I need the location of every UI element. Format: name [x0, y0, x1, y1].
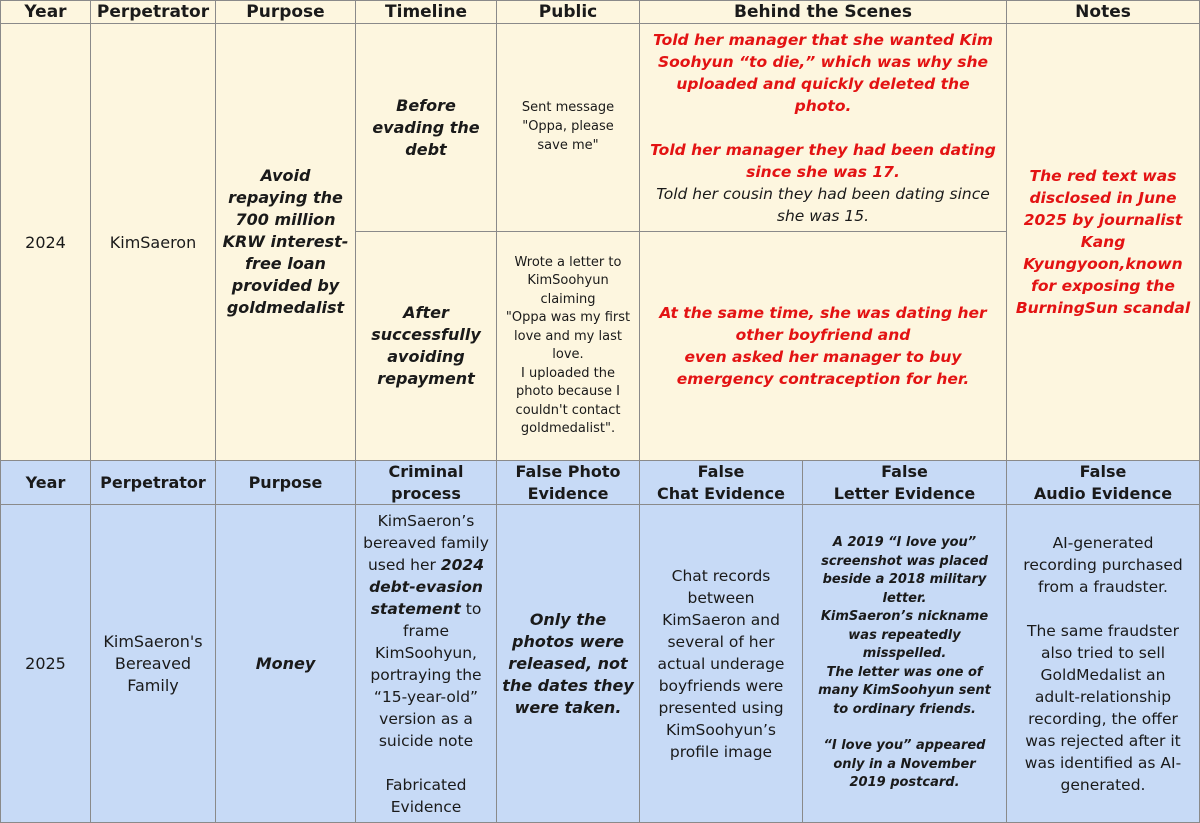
header-notes	[1007, 0, 1200, 24]
row-2025-perpetrator	[91, 505, 216, 823]
row-2024-year-text: 2024	[25, 232, 66, 252]
header-behind-label: Behind the Scenes	[734, 2, 912, 22]
header2-letter-label: False Letter Evidence	[833, 461, 976, 503]
row-2025-purpose-text: Money	[255, 654, 316, 673]
false-chat-text: Chat records between KimSaeron and several of her actual underage boyfriends were presented using KimSoohyun’s profile image	[657, 566, 785, 761]
header2-false-photo	[497, 461, 640, 505]
header-perpetrator	[91, 0, 216, 24]
row-2024-purpose	[216, 24, 356, 461]
row-2025-false-letter	[803, 505, 1007, 823]
behind-dating-since-17-text: Told her manager they had been dating since she was 17.	[650, 140, 996, 181]
public-before-text: Sent message "Oppa, please save me"	[521, 100, 615, 153]
row-2025-false-audio	[1007, 505, 1200, 823]
behind-dating-since-15-text: Told her cousin they had been dating since she was 15.	[656, 184, 990, 225]
behind-wanted-to-die-text: Told her manager that she wanted Kim Soohyun “to die,” which was why she uploaded and quickly deleted the photo.	[653, 30, 993, 115]
header2-year	[0, 461, 91, 505]
row-2024-perpetrator	[91, 24, 216, 461]
row-2024-timeline-after	[356, 232, 497, 461]
header2-perpetrator-label: Perpetrator	[100, 472, 206, 492]
timeline-before-text: Before evading the debt	[372, 95, 480, 159]
row-2024-purpose-text: Avoid repaying the 700 million KRW interest-free loan provided by goldmedalist	[222, 166, 349, 317]
row-2025-perpetrator-text: KimSaeron's Bereaved Family	[103, 631, 203, 695]
header-year-label: Year	[24, 2, 67, 22]
row-2025-year	[0, 505, 91, 823]
row-2024-public-before	[497, 24, 640, 232]
letter-ordinary-friends-text: The letter was one of many KimSoohyun sent to ordinary friends.	[818, 664, 991, 717]
row-2024-behind-before	[640, 24, 1007, 232]
row-2024-timeline-before	[356, 24, 497, 232]
timeline-after-text: After successfully avoiding repayment	[371, 303, 481, 388]
header2-photo-label: False Photo Evidence	[515, 461, 621, 503]
row-2024-notes	[1007, 24, 1200, 461]
header-public	[497, 0, 640, 24]
header-purpose	[216, 0, 356, 24]
criminal-process-statement	[362, 510, 490, 752]
letter-nickname-text: KimSaeron’s nickname was repeatedly misspelled.	[820, 609, 989, 662]
header-purpose-label: Purpose	[246, 2, 325, 22]
row-2024-behind-after	[640, 232, 1007, 461]
header2-false-audio	[1007, 461, 1200, 505]
header2-purpose-label: Purpose	[248, 472, 323, 492]
letter-postcard-text: “I love you” appeared only in a November 2019 postcard.	[823, 738, 986, 791]
audio-fraudster-text: The same fraudster also tried to sell GoldMedalist an adult-relationship recording, the offer was rejected after it was identified as AI-generated.	[1024, 621, 1182, 794]
header2-chat-label: False Chat Evidence	[656, 461, 786, 503]
criminal-tail-text: Fabricated Evidence	[385, 775, 467, 816]
letter-screenshot-text: A 2019 “I love you” screenshot was placed beside a 2018 military letter.	[821, 535, 988, 606]
notes-text: The red text was disclosed in June 2025 by journalist Kang Kyungyoon,known for exposing the BurningSun scandal	[1015, 167, 1191, 317]
header2-perpetrator	[91, 461, 216, 505]
row-2024-perpetrator-text: KimSaeron	[109, 232, 197, 252]
header-timeline-label: Timeline	[385, 2, 467, 22]
header2-audio-label: False Audio Evidence	[1033, 461, 1173, 503]
false-photo-text: Only the photos were released, not the dates they were taken.	[502, 609, 634, 717]
header2-purpose	[216, 461, 356, 505]
criminal-bold-text: 2024 debt-evasion statement	[369, 555, 484, 618]
header-perpetrator-label: Perpetrator	[96, 2, 210, 22]
header2-criminal-label: Criminal process	[388, 461, 464, 503]
header2-year-label: Year	[25, 472, 66, 492]
row-2024-year	[0, 24, 91, 461]
criminal-post-text: to frame KimSoohyun, portraying the “15-year-old” version as a suicide note	[370, 599, 482, 750]
row-2025-false-chat	[640, 505, 803, 823]
header-behind-the-scenes	[640, 0, 1007, 24]
row-2024-public-after	[497, 232, 640, 461]
audio-purchased-text: AI-generated recording purchased from a fraudster.	[1023, 533, 1183, 596]
row-2025-false-photo	[497, 505, 640, 823]
public-after-text: Wrote a letter to KimSoohyun claiming "Oppa was my first love and my last love. I uploaded the photo because I couldn't contact goldmedalist".	[505, 254, 631, 436]
row-2025-purpose	[216, 505, 356, 823]
row-2025-criminal-process	[356, 505, 497, 823]
header2-criminal-process	[356, 461, 497, 505]
row-2025-year-text: 2025	[25, 654, 66, 673]
header-year	[0, 0, 91, 24]
criminal-pre-text: KimSaeron’s bereaved family used her	[363, 511, 489, 574]
header-public-label: Public	[538, 2, 598, 22]
header2-false-chat	[640, 461, 803, 505]
header-timeline	[356, 0, 497, 24]
header-notes-label: Notes	[1075, 2, 1131, 22]
header2-false-letter	[803, 461, 1007, 505]
behind-other-boyfriend-text: At the same time, she was dating her other boyfriend and even asked her manager to buy emergency contraception for her.	[659, 304, 987, 388]
